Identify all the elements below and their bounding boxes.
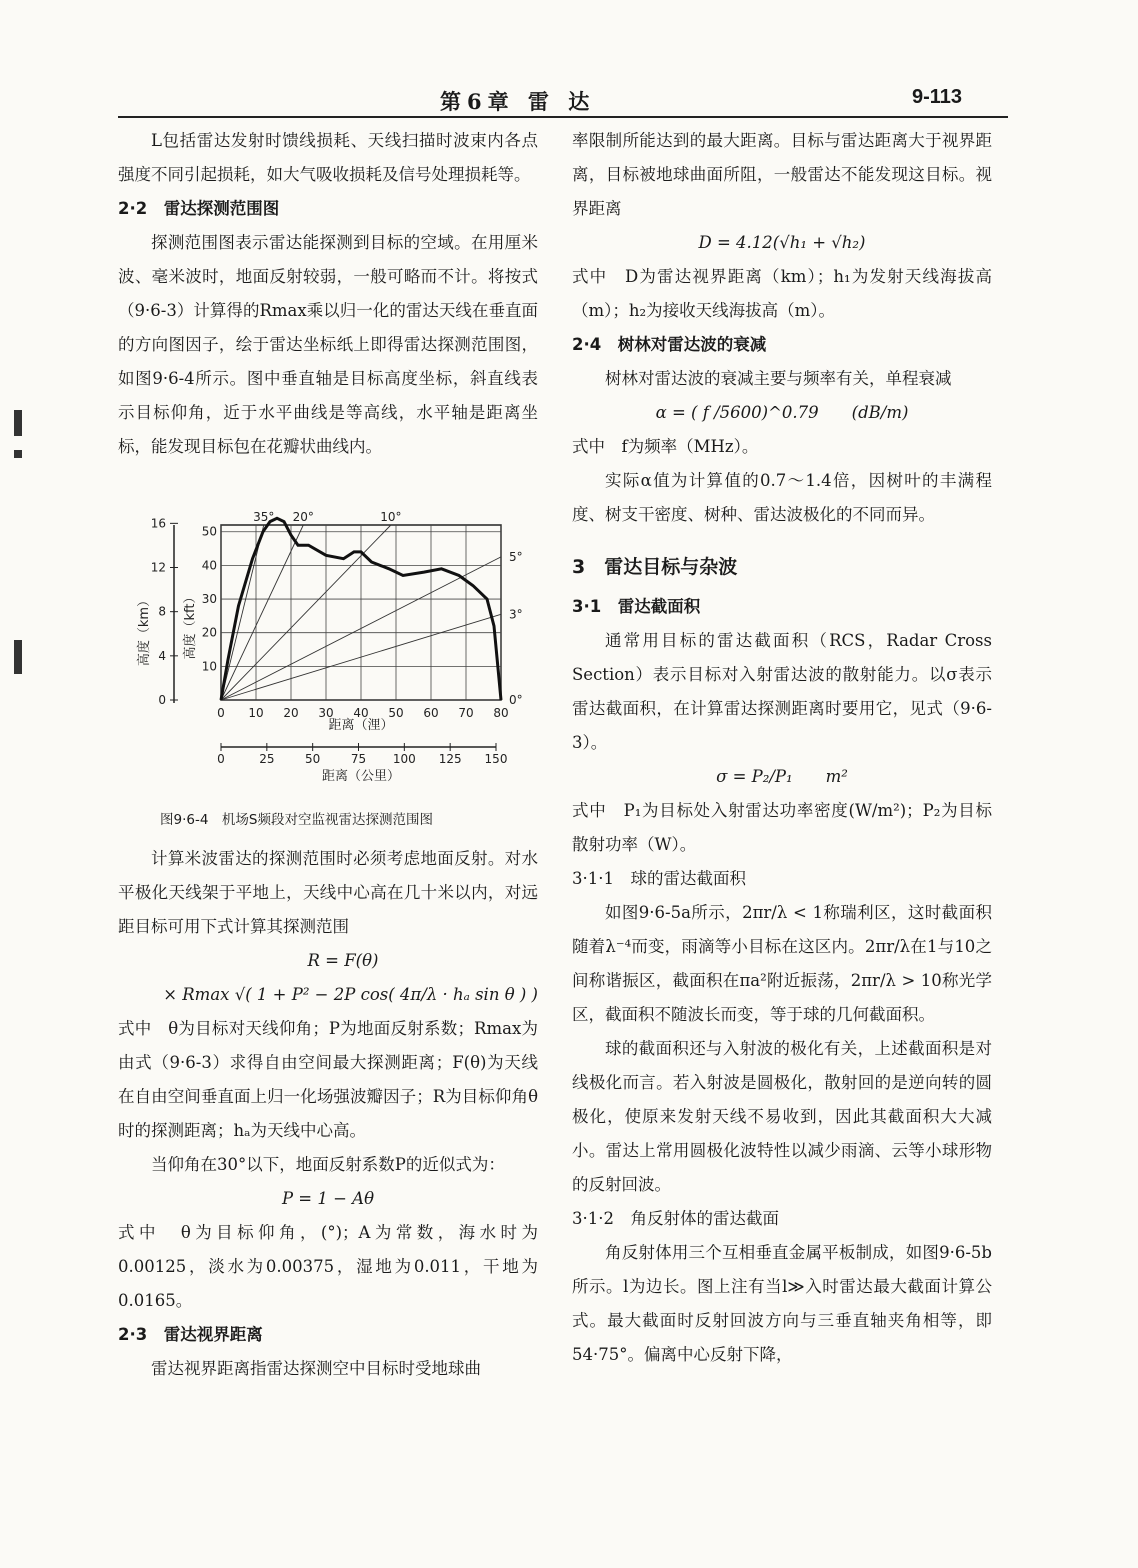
binding-mark <box>14 640 22 674</box>
x-tick-label-nmi: 70 <box>458 706 474 720</box>
y-tick-label-kft: 50 <box>201 524 217 539</box>
paragraph-where-1: 式中 θ为目标对天线仰角；P为地面反射系数；Rmax为由式（9·6-3）求得自由空间最大探测距离；F(θ)为天线在自由空间垂直面上归一化场强波瓣因子；R为目标仰角θ时的探测距离；hₐ为天线中心高。 <box>118 1019 538 1140</box>
equation-r: R = F(θ) <box>307 951 379 970</box>
section-3-1-1-heading: 3·1·1 球的雷达截面积 <box>572 869 746 888</box>
x-tick-label-km: 150 <box>484 752 508 766</box>
binding-mark <box>14 450 22 458</box>
elevation-label: 20° <box>292 510 314 524</box>
elevation-label: 5° <box>509 549 523 564</box>
elevation-label: 0° <box>509 693 523 707</box>
elevation-lines <box>221 510 523 707</box>
y-tick-label-km: 16 <box>150 516 166 531</box>
x-axis-label-km: 距离（公里） <box>321 769 401 784</box>
elevation-label: 35° <box>253 510 275 524</box>
paragraph-where-f: 式中 f为频率（MHz）。 <box>572 437 759 456</box>
section-2-2-heading: 2·2 雷达探测范围图 <box>118 199 280 218</box>
equation-d: D = 4.12(√h₁ + √h₂) <box>698 233 866 252</box>
paragraph-2-3-cont: 率限制所能达到的最大距离。目标与雷达距离大于视界距离，目标被地球曲面所阻，一般雷达不能发现这目标。视界距离 <box>572 131 992 218</box>
elevation-label: 3° <box>509 607 523 622</box>
section-3-heading: 3 雷达目标与杂波 <box>572 556 738 578</box>
chapter-title: 第6章 雷 达 <box>440 89 596 114</box>
paragraph-3-1: 通常用目标的雷达截面积（RCS，Radar Cross Section）表示目标对入射雷达波的散射能力。以σ表示雷达截面积，在计算雷达探测距离时要用它，见式（9·6-3）。 <box>572 631 992 752</box>
page-number: 9-113 <box>912 86 963 108</box>
section-3-1-heading: 3·1 雷达截面积 <box>572 597 701 616</box>
x-tick-label-nmi: 10 <box>248 706 264 720</box>
y-tick-label-km: 0 <box>158 693 166 707</box>
x-tick-label-nmi: 20 <box>283 706 299 720</box>
paragraph-2-3: 雷达视界距离指雷达探测空中目标时受地球曲 <box>151 1359 481 1378</box>
x-tick-label-nmi: 80 <box>493 706 509 720</box>
y-axis-label-km: 高度（km） <box>137 593 152 667</box>
x-tick-label-km: 75 <box>350 752 367 766</box>
paragraph-2-4: 树林对雷达波的衰减主要与频率有关，单程衰减 <box>605 369 952 388</box>
x-tick-label-nmi: 50 <box>388 706 404 720</box>
binding-mark <box>14 410 22 436</box>
elevation-label: 10° <box>380 510 402 524</box>
x-tick-label-nmi: 0 <box>217 706 225 720</box>
x-tick-label-nmi: 30 <box>318 706 334 720</box>
y-tick-label-kft: 30 <box>201 592 217 607</box>
section-2-4-heading: 2·4 树林对雷达波的衰减 <box>572 335 767 354</box>
x-tick-label-km: 125 <box>438 752 462 766</box>
paragraph-actual: 实际α值为计算值的0.7～1.4倍，因树叶的丰满程度、树支干密度、树种、雷达波极化的不同而异。 <box>572 471 992 524</box>
y-tick-label-kft: 10 <box>201 659 217 674</box>
y-tick-label-km: 8 <box>158 604 166 619</box>
paragraph-30deg: 当仰角在30°以下，地面反射系数P的近似式为： <box>151 1155 505 1174</box>
x-tick-label-nmi: 40 <box>353 706 369 720</box>
equation-sigma: σ = P₂/P₁ m² <box>716 767 848 786</box>
paragraph-calc: 计算米波雷达的探测范围时必须考虑地面反射。对水平极化天线架于平地上，天线中心高在几十米以内，对远距目标可用下式计算其探测范围 <box>118 849 538 936</box>
right-column <box>572 124 992 1372</box>
x-axis-label-nmi: 距离（浬） <box>328 718 394 733</box>
paragraph-3-1-1b: 球的截面积还与入射波的极化有关，上述截面积是对线极化而言。若入射波是圆极化，散射回的是逆向转的圆极化，使原来发射天线不易收到，因此其截面积大大减小。雷达上常用圆极化波特性以减少雨滴、云等小球形物的反射回波。 <box>572 1039 992 1194</box>
equation-r-sqrt: × Rmax √( 1 + P² − 2P cos( 4π/λ · hₐ sin θ ) ) <box>163 985 538 1004</box>
x-tick-label-km: 0 <box>217 752 225 766</box>
y-axis-label-kft: 高度（kft） <box>183 590 198 660</box>
paragraph-where-2: 式中 θ为目标仰角，(°)；A为常数，海水时为0.00125，淡水为0.00375，湿地为0.011，干地为0.0165。 <box>118 1223 538 1310</box>
header-rule <box>118 116 1008 118</box>
figure-caption: 图9·6-4 机场S频段对空监视雷达探测范围图 <box>160 812 433 828</box>
paragraph-where-sigma: 式中 P₁为目标处入射雷达功率密度(W/m²)；P₂为目标散射功率（W）。 <box>572 801 992 854</box>
x-tick-label-km: 100 <box>392 752 416 766</box>
section-2-3-heading: 2·3 雷达视界距离 <box>118 1325 263 1344</box>
paragraph-2-2: 探测范围图表示雷达能探测到目标的空域。在用厘米波、毫米波时，地面反射较弱，一般可略而不计。将按式（9·6-3）计算得的Rmax乘以归一化的雷达天线在垂直面的方向图因子，绘于雷达坐标纸上即得雷达探测范围图，如图9·6-4所示。图中垂直轴是目标高度坐标，斜直线表示目标仰角，近于水平曲线是等高线，水平轴是距离坐标，能发现目标包在花瓣状曲线内。 <box>118 233 538 456</box>
x-tick-label-km: 50 <box>305 752 321 766</box>
equation-alpha: α = ( f /5600)^0.79 (dB/m) <box>655 403 909 422</box>
y-tick-label-kft: 20 <box>201 625 217 640</box>
left-column-top <box>118 124 538 464</box>
paragraph-where-d: 式中 D为雷达视界距离（km）；h₁为发射天线海拔高（m）；h₂为接收天线海拔高（m）。 <box>572 267 992 320</box>
coverage-chart <box>126 505 546 800</box>
paragraph-3-1-1a: 如图9·6-5a所示，2πr/λ < 1称瑞利区，这时截面积随着λ⁻⁴而变，雨滴等小目标在这区内。2πr/λ在1与10之间称谐振区，截面积在πa²附近振荡，2πr/λ > 10称光学区，截面积不随波长而变，等于球的几何截面积。 <box>572 903 992 1024</box>
elevation-line <box>221 525 264 700</box>
section-3-1-2-heading: 3·1·2 角反射体的雷达截面 <box>572 1209 779 1228</box>
y-tick-label-km: 4 <box>158 648 166 663</box>
y-tick-label-km: 12 <box>150 560 166 575</box>
paragraph-intro: L包括雷达发射时馈线损耗、天线扫描时波束内各点强度不同引起损耗，如大气吸收损耗及信号处理损耗等。 <box>118 131 538 184</box>
equation-p: P = 1 − Aθ <box>281 1189 375 1208</box>
left-column-bottom <box>118 842 538 1386</box>
y-tick-label-kft: 40 <box>201 558 217 573</box>
paragraph-3-1-2: 角反射体用三个互相垂直金属平板制成，如图9·6-5b所示。l为边长。图上注有当l≫入时雷达最大截面计算公式。最大截面时反射回波方向与三垂直轴夹角相等，即54·75°。偏离中心反射下降， <box>572 1243 992 1364</box>
x-tick-label-km: 25 <box>259 752 275 766</box>
x-tick-label-nmi: 60 <box>423 706 439 720</box>
